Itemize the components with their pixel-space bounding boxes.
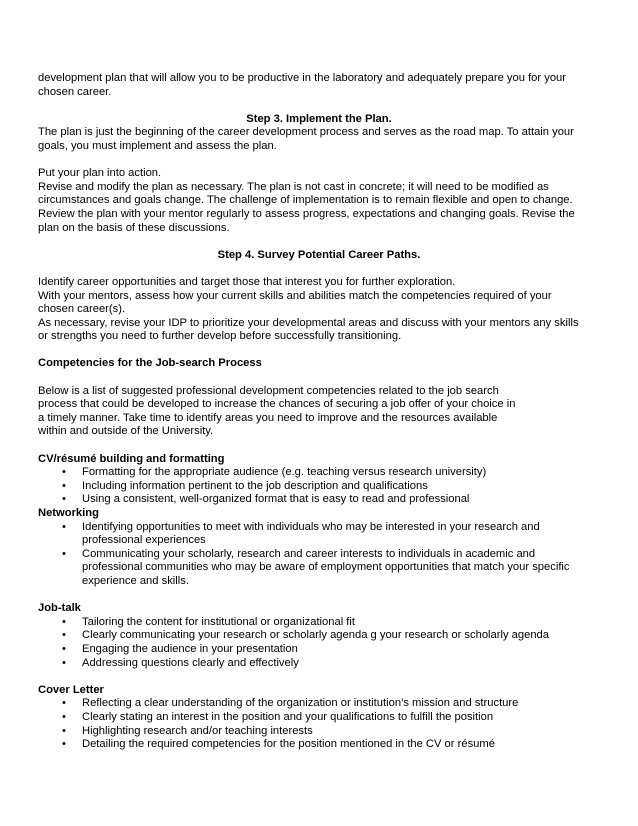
step3-heading: Step 3. Implement the Plan. <box>246 112 392 125</box>
intro-line: development plan that will allow you to be productive in the laboratory and adequately prepare you for your <box>38 72 567 84</box>
competencies-text-line: process that could be developed to increase the chances of securing a job offer of your choice in <box>38 398 516 411</box>
bullet-text-line: professional communities who may be aware of employment opportunities that match your specific <box>82 561 570 574</box>
bullet-text-line: professional experiences <box>82 534 206 547</box>
bullet-text-line: Highlighting research and/or teaching interests <box>82 724 313 737</box>
bullet-icon: • <box>62 479 66 492</box>
bullet-text-line: Using a consistent, well-organized format that is easy to read and professional <box>82 493 470 506</box>
competencies-text-line: within and outside of the University. <box>38 425 214 438</box>
bullet-text-line: Communicating your scholarly, research and career interests to individuals in academic and <box>82 547 536 560</box>
step4-heading: Step 4. Survey Potential Career Paths. <box>217 248 421 261</box>
bullet-icon: • <box>62 656 66 669</box>
bullet-item <box>38 725 600 739</box>
bullet-text-line: experience and skills. <box>82 574 189 587</box>
jobtalk-heading: Job-talk <box>38 602 81 615</box>
bullet-item <box>38 697 600 711</box>
bullet-item <box>38 521 600 548</box>
bullet-icon: • <box>62 615 66 628</box>
bullet-item <box>38 466 600 480</box>
bullet-item <box>38 616 600 630</box>
bullet-icon: • <box>62 642 66 655</box>
bullet-item <box>38 738 600 752</box>
bullet-icon: • <box>62 466 66 479</box>
bullet-icon: • <box>62 710 66 723</box>
step3-text-line: goals, you must implement and assess the plan. <box>38 139 277 152</box>
bullet-icon: • <box>62 724 66 737</box>
bullet-icon: • <box>62 629 66 642</box>
bullet-text-line: Including information pertinent to the job description and qualifications <box>82 479 428 492</box>
competencies-text-line: a timely manner. Take time to identify areas you need to improve and the resources available <box>38 411 498 424</box>
bullet-text-line: Tailoring the content for institutional or organizational fit <box>82 615 356 628</box>
bullet-item <box>38 629 600 643</box>
competencies-heading: Competencies for the Job-search Process <box>38 357 262 370</box>
networking-bullet-list <box>38 521 600 589</box>
bullet-icon: • <box>62 547 66 560</box>
step4-text-line: or strengths you need to further develop before successfully transitioning. <box>38 330 402 343</box>
intro-line: chosen career. <box>38 85 112 98</box>
bullet-item <box>38 711 600 725</box>
document-page <box>38 72 600 752</box>
bullet-text-line: Detailing the required competencies for the position mentioned in the CV or résumé <box>82 738 495 751</box>
networking-heading: Networking <box>38 507 99 519</box>
step3-text-line: Put your plan into action. <box>38 167 162 180</box>
bullet-icon: • <box>62 493 66 506</box>
cv-bullet-list <box>38 466 600 507</box>
bullet-text-line: Engaging the audience in your presentation <box>82 642 298 655</box>
cv-heading: CV/résumé building and formatting <box>38 452 225 465</box>
step3-text-line: circumstances and goals change. The challenge of implementation is to remain flexible and open to change. <box>38 194 573 207</box>
step4-text-line: chosen career(s). <box>38 303 126 316</box>
bullet-text-line: Formatting for the appropriate audience (e.g. teaching versus research university) <box>82 466 487 479</box>
bullet-item <box>38 643 600 657</box>
bullet-item <box>38 657 600 671</box>
step3-text-line: plan on the basis of these discussions. <box>38 221 230 234</box>
step4-text-line: With your mentors, assess how your current skills and abilities match the competencies required of your <box>38 289 552 302</box>
cover-letter-heading: Cover Letter <box>38 683 104 696</box>
step3-text-line: Review the plan with your mentor regularly to assess progress, expectations and changing goals. Revise the <box>38 207 575 220</box>
bullet-text-line: Clearly stating an interest in the position and your qualifications to fulfill the position <box>82 710 494 723</box>
step3-text-line: Revise and modify the plan as necessary. The plan is not cast in concrete; it will need to be modified as <box>38 180 549 193</box>
cover-letter-bullet-list <box>38 697 600 751</box>
bullet-icon: • <box>62 738 66 751</box>
bullet-text-line: Addressing questions clearly and effectively <box>82 656 299 669</box>
step3-text-line: The plan is just the beginning of the career development process and serves as the road map. To attain your <box>38 126 574 139</box>
step4-text-line: Identify career opportunities and target those that interest you for further exploration. <box>38 275 456 288</box>
bullet-item <box>38 493 600 507</box>
bullet-text-line: Identifying opportunities to meet with individuals who may be interested in your research and <box>82 520 540 533</box>
bullet-icon: • <box>62 697 66 710</box>
jobtalk-bullet-list <box>38 616 600 670</box>
step4-text-line: As necessary, revise your IDP to prioritize your developmental areas and discuss with your mentors any skills <box>38 316 579 329</box>
bullet-item <box>38 480 600 494</box>
bullet-text-line: Clearly communicating your research or scholarly agenda g your research or scholarly agenda <box>82 629 549 642</box>
bullet-item <box>38 548 600 589</box>
competencies-text-line: Below is a list of suggested professional development competencies related to the job search <box>38 384 499 397</box>
bullet-text-line: Reflecting a clear understanding of the organization or institution’s mission and structure <box>82 697 519 710</box>
bullet-icon: • <box>62 520 66 533</box>
